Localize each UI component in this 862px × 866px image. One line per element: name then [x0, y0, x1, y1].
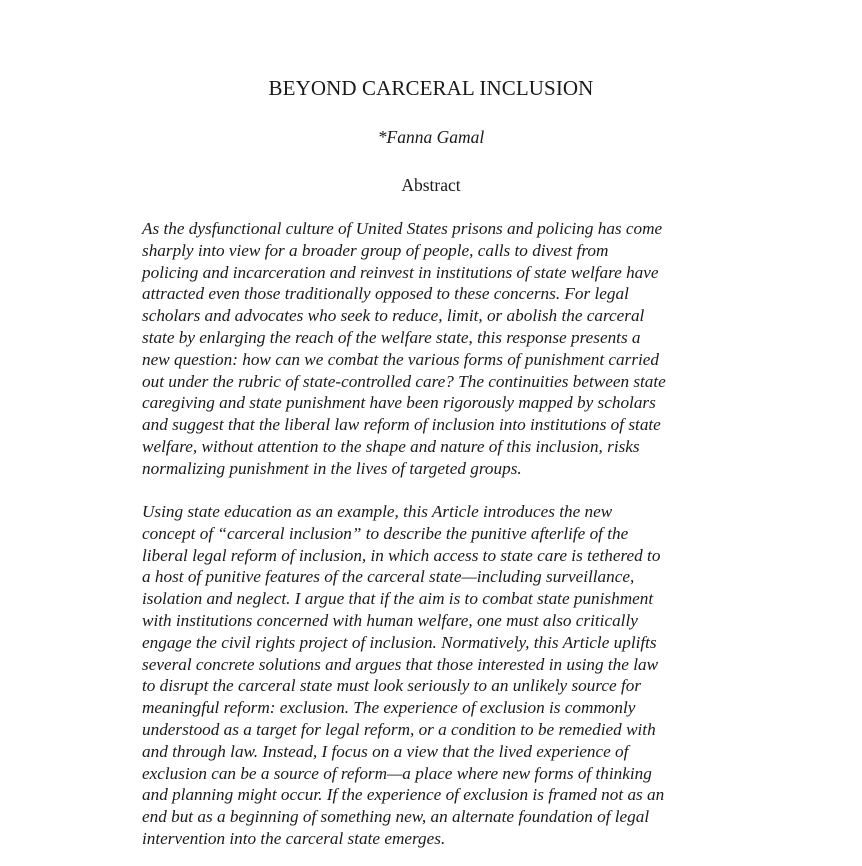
text-line: understood as a target for legal reform, or a condition to be remedied with [142, 719, 656, 739]
text-line: new question: how can we combat the various forms of punishment carried [142, 349, 660, 369]
text-line: sharply into view for a broader group of people, calls to divest from [142, 240, 609, 260]
text-line: end but as a beginning of something new, an alternate foundation of legal [142, 807, 650, 827]
text-line: and through law. Instead, I focus on a view that the lived experience of [142, 741, 629, 761]
text-line: Using state education as an example, this Article introduces the new [142, 502, 613, 521]
text-line: welfare, without attention to the shape and nature of this inclusion, risks [142, 436, 640, 456]
text-line: attracted even those traditionally opposed to these concerns. For legal [142, 284, 629, 304]
abstract-heading: Abstract [401, 175, 461, 195]
text-line: intervention into the carceral state emerges. [142, 828, 446, 848]
text-line: engage the civil rights project of inclusion. Normatively, this Article uplifts [142, 632, 657, 652]
text-line: As the dysfunctional culture of United States prisons and policing has come [142, 219, 663, 238]
text-line: exclusion can be a source of reform—a place where new forms of thinking [142, 763, 652, 783]
text-line: and suggest that the liberal law reform of inclusion into institutions of state [142, 415, 661, 435]
text-line: caregiving and state punishment have been rigorously mapped by scholars [142, 393, 656, 413]
text-line: state by enlarging the reach of the welfare state, this response presents a [142, 327, 641, 347]
text-line: and planning might occur. If the experience of exclusion is framed not as an [142, 785, 665, 805]
abstract-paragraph-1 [142, 218, 666, 480]
text-line: with institutions concerned with human welfare, one must also critically [142, 610, 638, 630]
text-line: scholars and advocates who seek to reduce, limit, or abolish the carceral [142, 306, 645, 326]
text-line: a host of punitive features of the carceral state—including surveillance, [142, 567, 635, 587]
author-name: *Fanna Gamal [377, 127, 485, 147]
text-line: to disrupt the carceral state must look seriously to an unlikely source for [142, 676, 642, 696]
text-line: normalizing punishment in the lives of targeted groups. [142, 458, 522, 478]
text-line: meaningful reform: exclusion. The experience of exclusion is commonly [142, 698, 636, 718]
text-line: several concrete solutions and argues that those interested in using the law [142, 654, 659, 674]
text-line: liberal legal reform of inclusion, in which access to state care is tethered to [142, 545, 661, 565]
text-line: concept of “carceral inclusion” to describe the punitive afterlife of the [142, 523, 629, 543]
text-line: out under the rubric of state-controlled care? The continuities between state [142, 371, 666, 391]
paper-title: BEYOND CARCERAL INCLUSION [268, 76, 594, 100]
text-line: policing and incarceration and reinvest in institutions of state welfare have [142, 262, 659, 282]
text-line: isolation and neglect. I argue that if the aim is to combat state punishment [142, 589, 654, 609]
abstract-paragraph-2 [142, 501, 664, 850]
